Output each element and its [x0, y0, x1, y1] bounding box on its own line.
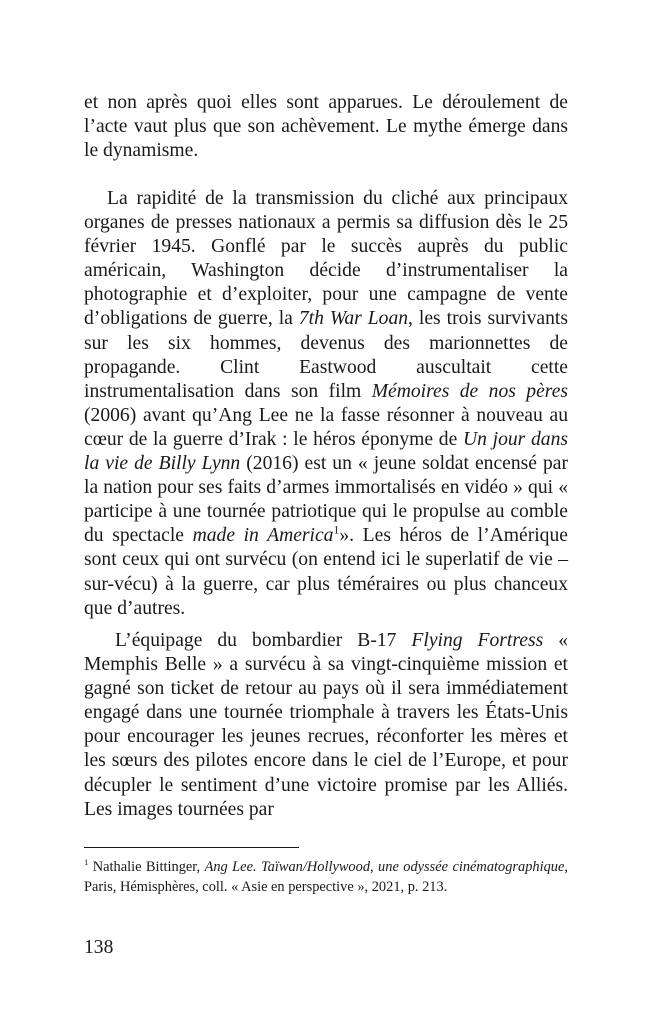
- text-run: (2006) avant qu’Ang Lee ne la fasse résonner à nouveau au cœur de la guerre d’Irak : le héros éponyme de: [84, 404, 568, 450]
- italic-title: Ang Lee. Taïwan/Hollywood, une odyssée cinématographique: [204, 859, 565, 875]
- italic-title: Flying Fortress: [411, 630, 544, 651]
- footnote-separator: [84, 847, 299, 848]
- paragraph-3: [84, 629, 568, 822]
- footnote-1: [84, 857, 568, 898]
- text-run: Nathalie Bittinger,: [88, 859, 205, 875]
- paragraph-2: [84, 187, 568, 621]
- footnote-reference: 1: [333, 523, 340, 537]
- footnote-marker: 1: [84, 857, 89, 868]
- italic-title: 7th War Loan: [298, 308, 409, 330]
- text-run: « Memphis Belle » a survécu à sa vingt-cinquième mission et gagné son ticket de retour au pays où il sera immédiatement engagé dans une tournée triomphale à travers les États-Unis pour encourager les jeunes recrues, réconforter les mères et les sœurs des pilotes encore dans le ciel de l’Europe, et pour décupler le sentiment d’une victoire promise par les Alliés. Les images tournées par: [84, 630, 569, 820]
- text-run: , les trois survivants sur les six hommes, devenus des marionnettes de propagande. Clint Eastwood auscultait cette instrumentalisation dans son film: [84, 308, 568, 402]
- text-run: L’équipage du bombardier B-17: [115, 630, 412, 651]
- text-run: ». Les héros de l’Amérique sont ceux qui ont survécu (on entend ici le superlatif de vie – sur-vécu) à la guerre, car plus téméraires ou plus chanceux que d’autres.: [84, 525, 568, 619]
- footnote-text: [84, 859, 568, 895]
- italic-title: Mémoires de nos pères: [371, 380, 569, 402]
- text-run: (2016) est un « jeune soldat encensé par la nation pour ses faits d’armes immortalisés en vidéo » qui « participe à une tournée patriotique qui le propulse au comble du spectacle: [84, 453, 569, 547]
- text-run: La rapidité de la transmission du cliché aux principaux organes de presses nationaux a permis sa diffusion dès le 25 février 1945. Gonflé par le succès auprès du public américain, Washington décide d’instrumentaliser la photographie et d’exploiter, pour une campagne de vente d’obligations de guerre, la: [84, 188, 568, 330]
- text-run: , Paris, Hémisphères, coll. « Asie en perspective », 2021, p. 213.: [84, 859, 568, 896]
- paragraph-1: [84, 91, 568, 163]
- italic-title: Un jour dans la vie de Billy Lynn: [84, 428, 568, 475]
- text-run: et non après quoi elles sont apparues. Le déroulement de l’acte vaut plus que son achèvement. Le mythe émerge dans le dynamisme.: [84, 92, 568, 162]
- italic-title: made in America: [192, 525, 334, 547]
- page-number: 138: [84, 937, 114, 958]
